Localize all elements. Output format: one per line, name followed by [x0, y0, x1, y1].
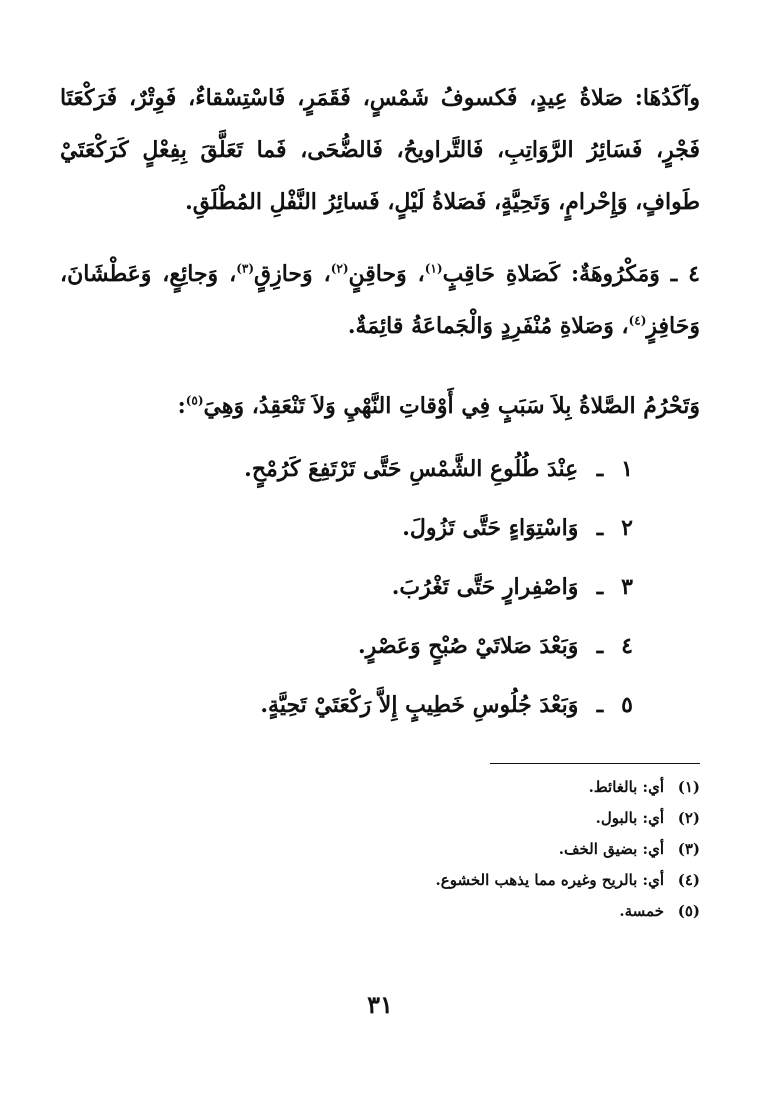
list-item — [60, 617, 640, 676]
footnote-marker: (٤) — [677, 871, 700, 889]
paragraph-text: ، وَحاقِنٍ — [348, 261, 425, 287]
paragraph-text: : — [177, 393, 186, 419]
footnote-marker: (٣) — [677, 840, 700, 858]
footnote-text: أي: بالريح وغيره مما يذهب الخشوع. — [435, 871, 664, 889]
paragraph-forbidden-times — [60, 380, 700, 432]
footnote-text: خمسة. — [619, 902, 664, 920]
list-item-number: ٤ — [621, 633, 633, 659]
footnote-ref[interactable]: (٢) — [330, 261, 349, 276]
paragraph-text: ٤ ـ وَمَكْرُوهَةٌ: كَصَلاةِ حَاقِبٍ — [442, 261, 700, 287]
list-item-text: عِنْدَ طُلُوعِ الشَّمْسِ حَتَّى تَرْتَفِعَ كَرُمْحٍ. — [244, 456, 579, 482]
footnote — [60, 834, 700, 865]
list-item-number: ١ — [621, 456, 633, 482]
footnote — [60, 865, 700, 896]
footnote — [60, 896, 700, 927]
list-item-number: ٢ — [621, 515, 633, 541]
list-item-text: وَاصْفِرارٍ حَتَّى تَغْرُبَ. — [391, 574, 579, 600]
footnote-marker: (١) — [677, 778, 700, 796]
footnote-text: أي: بالغائط. — [588, 778, 664, 796]
footnote-ref[interactable]: (٥) — [185, 393, 204, 408]
footnotes — [60, 772, 700, 927]
list-item-text: وَبَعْدَ جُلُوسِ خَطِيبٍ إِلاَّ رَكْعَتَيْ تَحِيَّةٍ. — [260, 692, 579, 718]
list-item-number: ٣ — [621, 574, 633, 600]
list-item-text: وَاسْتِوَاءٍ حَتَّى تَزُولَ. — [402, 515, 579, 541]
footnote-ref[interactable]: (٣) — [236, 261, 255, 276]
paragraph-text: ، وَصَلاةِ مُنْفَرِدٍ وَالْجَماعَةُ قائِمَةٌ. — [347, 313, 629, 339]
list-item-text: وَبَعْدَ صَلاتَيْ صُبْحٍ وَعَصْرٍ. — [358, 633, 579, 659]
list-item — [60, 499, 640, 558]
footnote-marker: (٢) — [677, 809, 700, 827]
paragraph-recommended-prayers: وآكَدُهَا: صَلاةُ عِيدٍ، فَكسوفُ شَمْسٍ، فَقَمَرٍ، فَاسْتِسْقاءٌ، فَوِتْرٌ، فَرَكْعَتَا فَجْرٍ، فَسَائِرُ الرَّوَاتِبِ، فَالتَّراويحُ، فَالضُّحَى، فَما تَعَلَّقَ بِفِعْلٍ كَرَكْعَتَيْ طَوافٍ، وَإِحْرامٍ، وَتَحِيَّةٍ، فَصَلاةُ لَيْلٍ، فَسائِرُ النَّفْلِ المُطْلَقِ. — [60, 85, 700, 215]
list-item — [60, 440, 640, 499]
list-item-dash: ـ — [596, 574, 604, 600]
list-item-dash: ـ — [596, 633, 604, 659]
footnote-text: أي: بضيق الخف. — [558, 840, 664, 858]
footnote-text: أي: بالبول. — [595, 809, 664, 827]
footnote-divider — [490, 763, 700, 764]
list-item — [60, 676, 640, 735]
paragraph-text: ، وَحازِقٍ — [254, 261, 331, 287]
paragraph-text: وَتَحْرُمُ الصَّلاةُ بِلاَ سَبَبٍ فِي أَوْقاتِ النَّهْيِ وَلاَ تَنْعَقِدُ، وَهِيَ — [203, 393, 700, 419]
footnote-marker: (٥) — [677, 902, 700, 920]
footnote-ref[interactable]: (١) — [424, 261, 443, 276]
paragraph-text: ، وَجائِعٍ، وَعَطْشَانَ، وَحَافِزٍ — [60, 261, 700, 339]
list-item-dash: ـ — [596, 515, 604, 541]
list-item-number: ٥ — [621, 692, 633, 718]
list-item — [60, 558, 640, 617]
list-item-dash: ـ — [596, 692, 604, 718]
paragraph-disliked-prayers — [60, 248, 700, 352]
page-number: ٣١ — [367, 990, 393, 1019]
footnote-ref[interactable]: (٤) — [628, 313, 647, 328]
list-item-dash: ـ — [596, 456, 604, 482]
footnote — [60, 772, 700, 803]
book-page — [60, 60, 700, 1066]
forbidden-times-list — [60, 440, 700, 735]
footnote — [60, 803, 700, 834]
